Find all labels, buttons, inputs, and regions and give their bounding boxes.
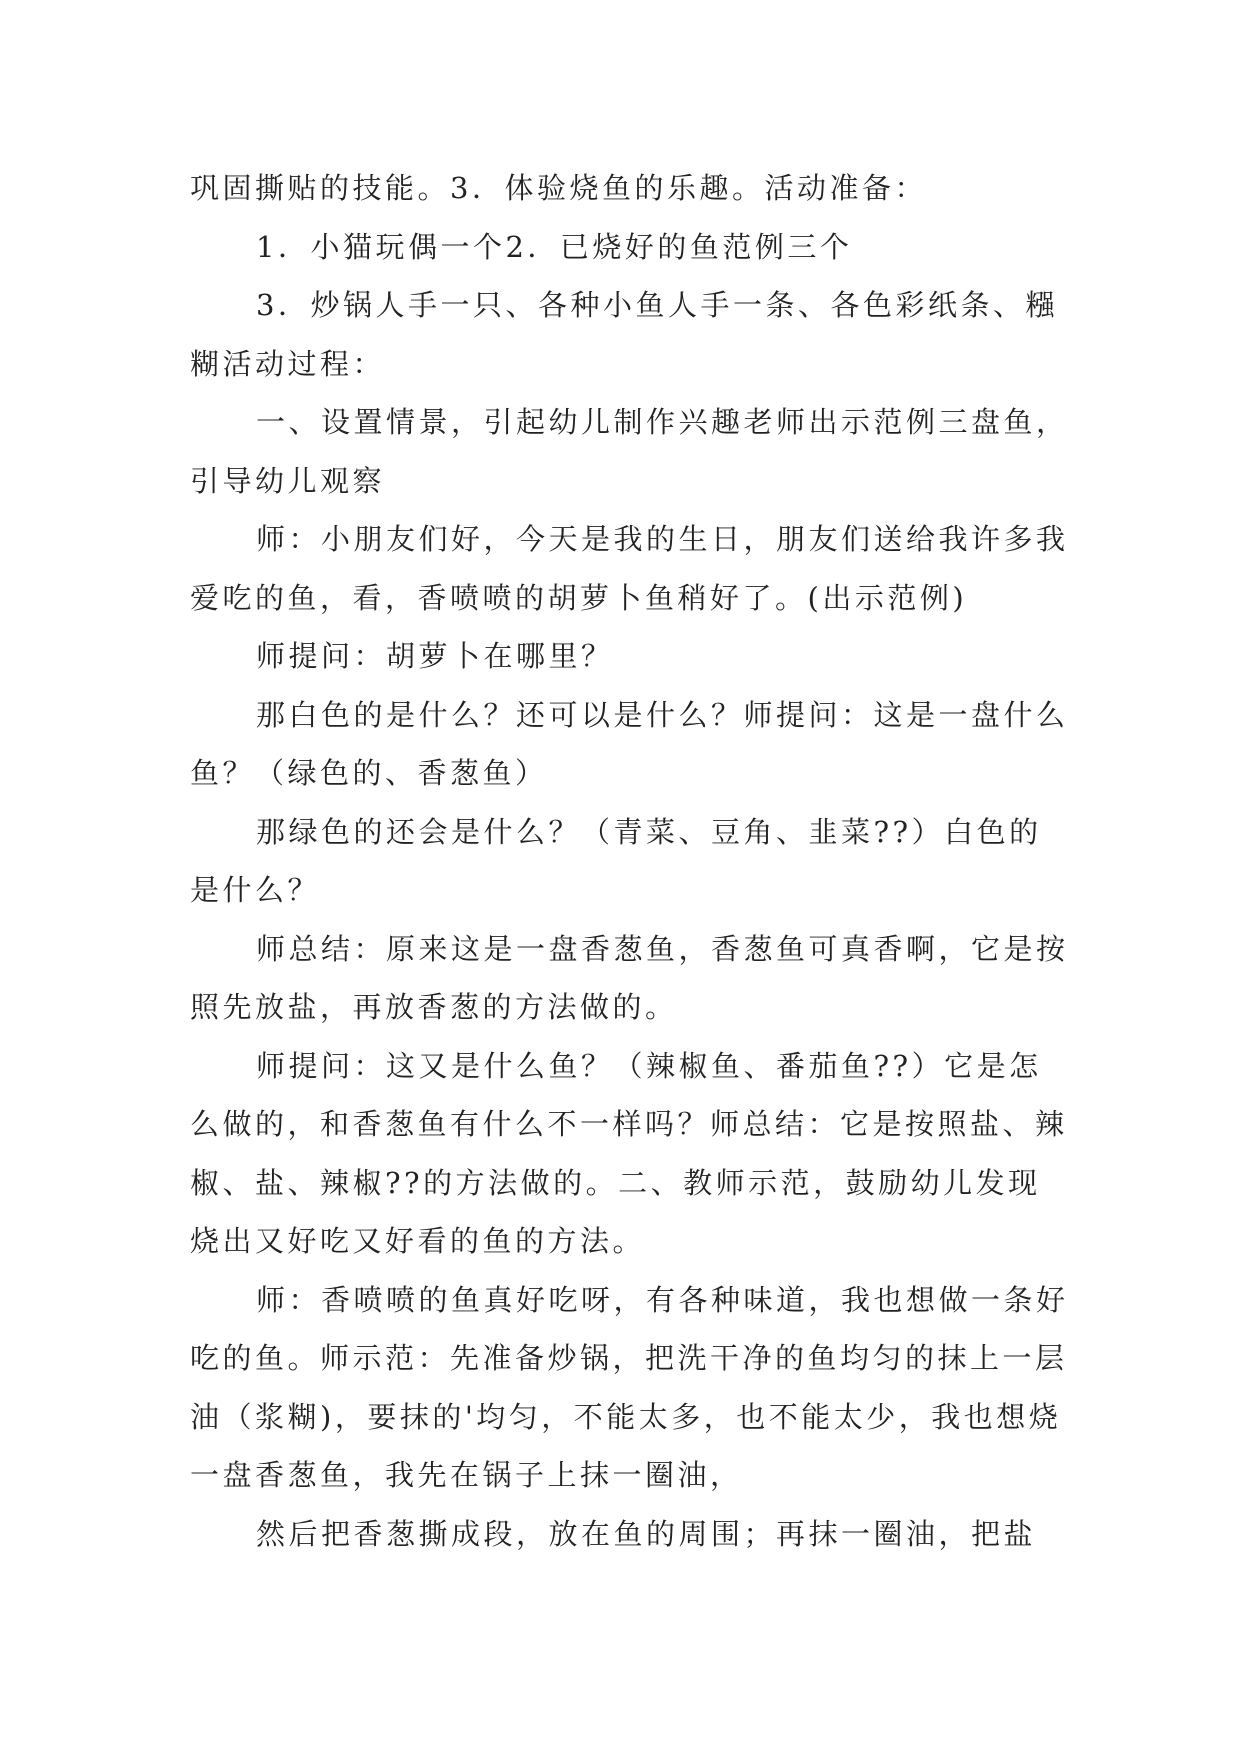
paragraph: 师：小朋友们好，今天是我的生日，朋友们送给我许多我爱吃的鱼，看，香喷喷的胡萝卜鱼稍好了。(出示范例) bbox=[190, 522, 1069, 615]
document-body bbox=[190, 159, 1070, 1563]
paragraph: 1．小猫玩偶一个2．已烧好的鱼范例三个 bbox=[256, 229, 853, 264]
paragraph: 那白色的是什么？还可以是什么？师提问：这是一盘什么鱼？（绿色的、香葱鱼） bbox=[190, 697, 1069, 790]
paragraph: 师提问：这又是什么鱼？（辣椒鱼、番茄鱼??）它是怎么做的，和香葱鱼有什么不一样吗？师总结：它是按照盐、辣椒、盐、辣椒??的方法做的。二、教师示范，鼓励幼儿发现烧出又好吃又好看的鱼的方法。 bbox=[190, 1048, 1068, 1258]
paragraph: 师总结：原来这是一盘香葱鱼，香葱鱼可真香啊，它是按照先放盐，再放香葱的方法做的。 bbox=[190, 931, 1069, 1024]
paragraph: 师：香喷喷的鱼真好吃呀，有各种味道，我也想做一条好吃的鱼。师示范：先准备炒锅，把洗干净的鱼均匀的抹上一层油（浆糊)，要抹的'均匀，不能太多，也不能太少，我也想烧一盘香葱鱼，我先在锅子上抹一圈油， bbox=[190, 1282, 1069, 1492]
paragraph: 那绿色的还会是什么？（青菜、豆角、韭菜??）白色的是什么？ bbox=[190, 814, 1042, 907]
paragraph: 一、设置情景，引起幼儿制作兴趣老师出示范例三盘鱼，引导幼儿观察 bbox=[190, 405, 1069, 498]
paragraph: 师提问：胡萝卜在哪里？ bbox=[256, 639, 614, 673]
paragraph: 巩固撕贴的技能。3．体验烧鱼的乐趣。活动准备： bbox=[190, 171, 927, 205]
paragraph: 然后把香葱撕成段，放在鱼的周围；再抹一圈油，把盐 bbox=[256, 1516, 1037, 1551]
paragraph: 3．炒锅人手一只、各种小鱼人手一条、各色彩纸条、糨糊活动过程： bbox=[190, 288, 1058, 381]
